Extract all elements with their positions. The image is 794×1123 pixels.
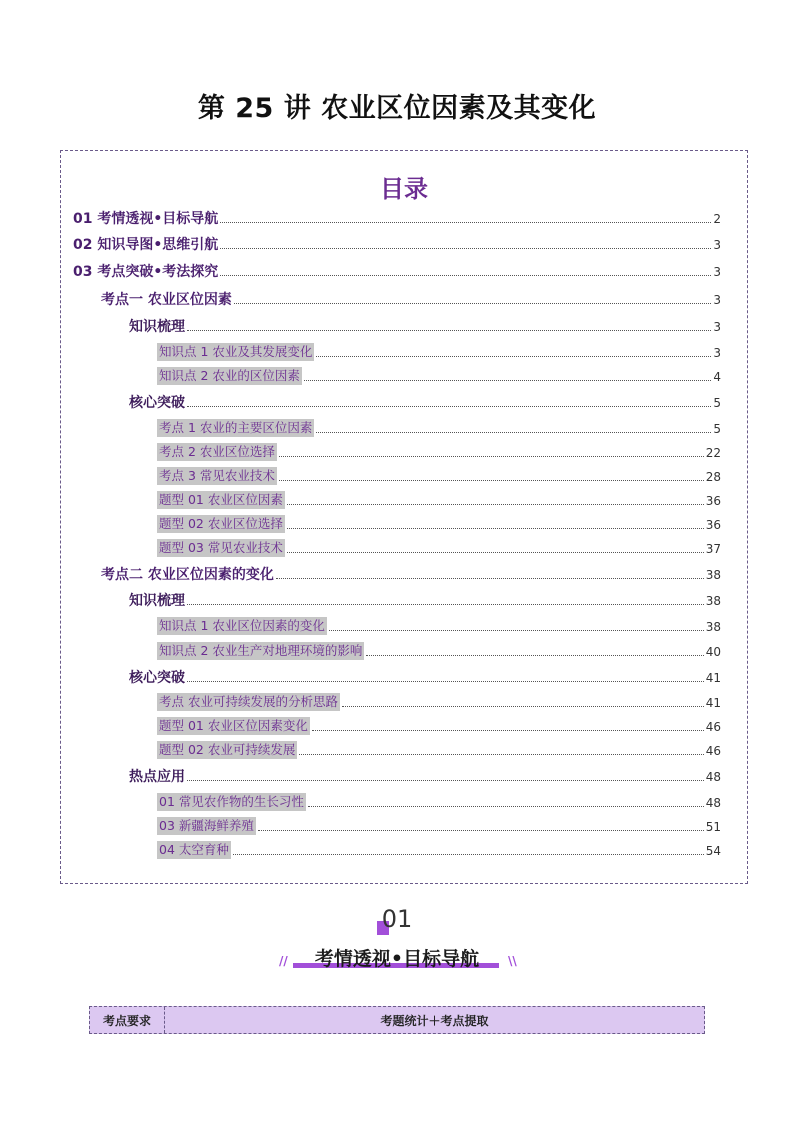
toc-entry-page: 36 xyxy=(705,518,721,532)
toc-dot-leader xyxy=(220,274,711,276)
toc-entry-label: 知识点 2 农业的区位因素 xyxy=(159,368,300,383)
toc-entry-page: 5 xyxy=(713,396,721,410)
toc-entry[interactable] xyxy=(157,489,721,509)
toc-entry[interactable] xyxy=(157,465,721,485)
toc-dot-leader xyxy=(234,302,711,304)
toc-entry-label: 热点应用 xyxy=(129,769,185,785)
toc-dot-leader xyxy=(279,455,704,457)
toc-entry[interactable] xyxy=(129,391,721,411)
toc-entry[interactable] xyxy=(157,441,721,461)
toc-entry-label: 考点一 农业区位因素 xyxy=(101,292,232,308)
toc-dot-leader xyxy=(220,221,711,223)
toc-entry[interactable] xyxy=(157,815,721,835)
toc-dot-leader xyxy=(187,680,704,682)
toc-dot-leader xyxy=(316,431,711,433)
toc-entry-page: 38 xyxy=(705,594,721,608)
toc-entry-label: 题型 02 农业可持续发展 xyxy=(159,742,296,757)
toc-entry-page: 51 xyxy=(705,820,721,834)
section-number: 01 xyxy=(381,905,413,933)
toc-dot-leader xyxy=(187,603,704,605)
toc-entry-label: 知识点 1 农业及其发展变化 xyxy=(159,344,313,359)
toc-dot-leader xyxy=(187,779,704,781)
toc-entry-label: 03 考点突破•考法探究 xyxy=(73,264,219,280)
toc-entry-label: 考点 2 农业区位选择 xyxy=(159,444,275,459)
toc-entry-page: 3 xyxy=(713,265,721,279)
toc-entry[interactable] xyxy=(157,715,721,735)
toc-dot-leader xyxy=(276,577,704,579)
toc-dot-leader xyxy=(258,829,704,831)
exam-table-header xyxy=(89,1006,705,1034)
toc-entry-page: 54 xyxy=(705,844,721,858)
toc-entry-page: 4 xyxy=(713,370,721,384)
toc-entry[interactable] xyxy=(157,739,721,759)
toc-entry-page: 38 xyxy=(705,568,721,582)
toc-entry-label: 02 知识导图•思维引航 xyxy=(73,237,219,253)
toc-entry[interactable] xyxy=(101,288,721,308)
toc-entry-page: 28 xyxy=(705,470,721,484)
toc-entry[interactable] xyxy=(157,513,721,533)
toc-entry[interactable] xyxy=(101,563,721,583)
toc-entry-label: 考点 1 农业的主要区位因素 xyxy=(159,420,313,435)
toc-entry[interactable] xyxy=(73,207,721,227)
toc-entry-page: 48 xyxy=(705,770,721,784)
toc-entry-label: 题型 01 农业区位因素变化 xyxy=(159,718,308,733)
toc-entry-label: 知识点 1 农业区位因素的变化 xyxy=(159,618,325,633)
table-header-cell: 考题统计＋考点提取 xyxy=(380,1013,489,1028)
toc-entry-page: 3 xyxy=(713,320,721,334)
toc-entry-page: 3 xyxy=(713,346,721,360)
toc-entry-page: 22 xyxy=(705,446,721,460)
toc-entry-page: 40 xyxy=(705,645,721,659)
toc-entry-label: 知识点 2 农业生产对地理环境的影响 xyxy=(159,643,363,658)
toc-entry-label: 考点 3 常见农业技术 xyxy=(159,468,275,483)
toc-dot-leader xyxy=(279,479,704,481)
toc-entry[interactable] xyxy=(157,417,721,437)
toc-entry-label: 知识梳理 xyxy=(129,593,185,609)
toc-heading: 目录 xyxy=(380,175,428,203)
table-header-cell: 考点要求 xyxy=(90,1007,165,1033)
toc-entry-page: 3 xyxy=(713,293,721,307)
toc-entry-label: 考点二 农业区位因素的变化 xyxy=(101,567,274,583)
toc-entry-label: 04 太空育种 xyxy=(159,842,229,857)
toc-entry-label: 核心突破 xyxy=(129,670,185,686)
toc-entry[interactable] xyxy=(157,537,721,557)
toc-dot-leader xyxy=(187,329,711,331)
toc-entry-label: 01 常见农作物的生长习性 xyxy=(159,794,304,809)
toc-dot-leader xyxy=(299,753,703,755)
toc-entry[interactable] xyxy=(157,365,721,385)
toc-entry-page: 41 xyxy=(705,671,721,685)
decor-slash-left: // xyxy=(279,954,288,968)
decor-slash-right: \\ xyxy=(508,954,517,968)
toc-dot-leader xyxy=(308,805,704,807)
toc-dot-leader xyxy=(220,247,711,249)
toc-entry-page: 46 xyxy=(705,744,721,758)
toc-dot-leader xyxy=(304,379,711,381)
toc-dot-leader xyxy=(287,551,704,553)
toc-entry-label: 01 考情透视•目标导航 xyxy=(73,211,219,227)
toc-entry-label: 03 新疆海鲜养殖 xyxy=(159,818,254,833)
toc-dot-leader xyxy=(312,729,704,731)
toc-entry-page: 3 xyxy=(713,238,721,252)
toc-dot-leader xyxy=(316,355,711,357)
toc-entry-page: 36 xyxy=(705,494,721,508)
toc-entry[interactable] xyxy=(73,260,721,280)
toc-entry[interactable] xyxy=(157,341,721,361)
toc-entry-label: 题型 01 农业区位因素 xyxy=(159,492,283,507)
toc-entry[interactable] xyxy=(73,233,721,253)
toc-entry-label: 题型 03 常见农业技术 xyxy=(159,540,283,555)
toc-entry[interactable] xyxy=(129,589,721,609)
toc-entry-label: 核心突破 xyxy=(129,395,185,411)
toc-entry[interactable] xyxy=(157,791,721,811)
toc-dot-leader xyxy=(287,503,704,505)
toc-entry-page: 48 xyxy=(705,796,721,810)
toc-entry[interactable] xyxy=(129,666,721,686)
toc-entry[interactable] xyxy=(157,615,721,635)
toc-entry[interactable] xyxy=(129,765,721,785)
toc-dot-leader xyxy=(233,853,704,855)
toc-entry[interactable] xyxy=(157,640,721,660)
table-of-contents xyxy=(60,150,748,884)
toc-dot-leader xyxy=(366,654,703,656)
toc-entry[interactable] xyxy=(157,839,721,859)
toc-entry-page: 46 xyxy=(705,720,721,734)
toc-dot-leader xyxy=(342,705,704,707)
toc-dot-leader xyxy=(287,527,704,529)
toc-entry-label: 考点 农业可持续发展的分析思路 xyxy=(159,694,338,709)
toc-dot-leader xyxy=(329,629,704,631)
document-title: 第 25 讲 农业区位因素及其变化 xyxy=(197,93,597,124)
toc-entry-page: 38 xyxy=(705,620,721,634)
toc-entry[interactable] xyxy=(129,315,721,335)
toc-dot-leader xyxy=(187,405,711,407)
toc-entry-label: 知识梳理 xyxy=(129,319,185,335)
section-title: 考情透视•目标导航 xyxy=(314,948,480,970)
toc-entry-page: 41 xyxy=(705,696,721,710)
toc-entry-page: 5 xyxy=(713,422,721,436)
toc-entry-page: 37 xyxy=(705,542,721,556)
toc-entry[interactable] xyxy=(157,691,721,711)
toc-entry-page: 2 xyxy=(713,212,721,226)
toc-entry-label: 题型 02 农业区位选择 xyxy=(159,516,283,531)
